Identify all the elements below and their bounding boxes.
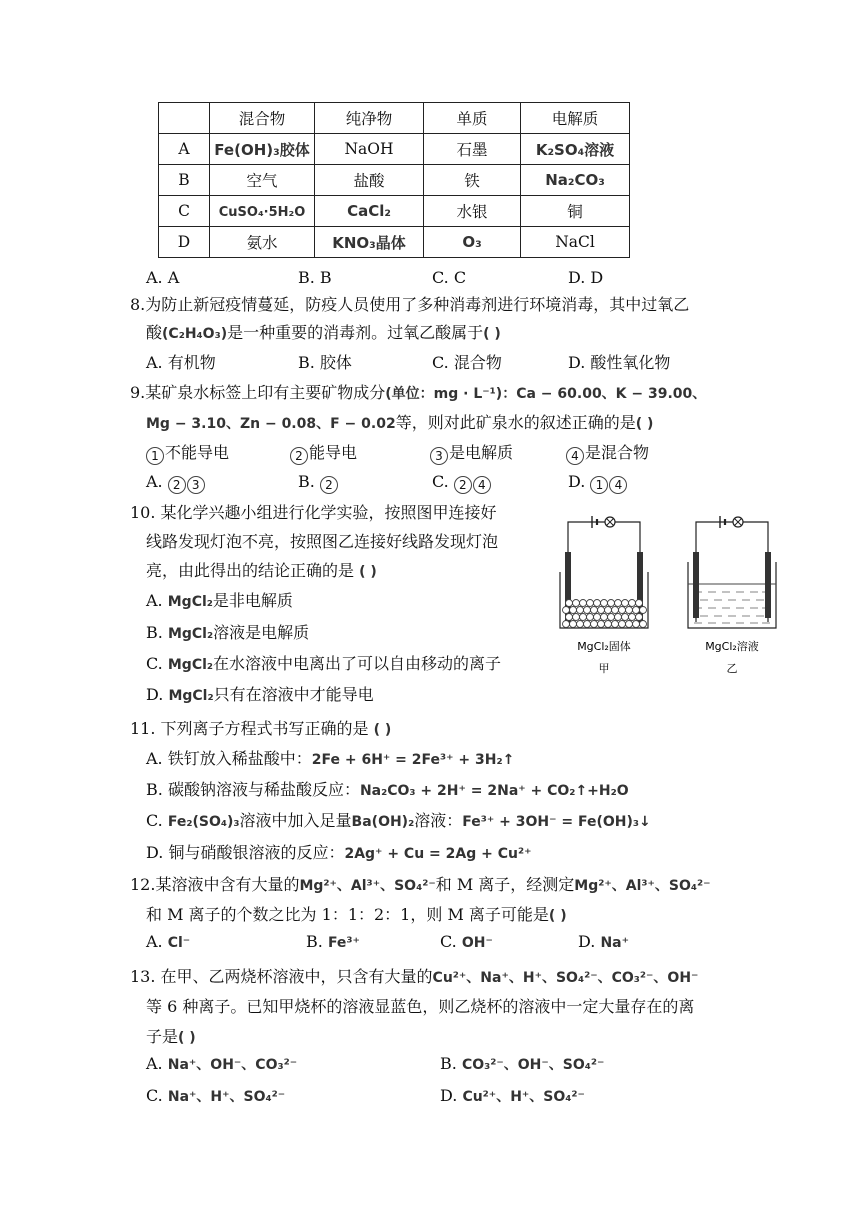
q11-stem: 11. 下列离子方程式书写正确的是 ( ) [130, 719, 392, 738]
table-cell: CaCl₂ [315, 196, 424, 227]
q7-option-a: A. A [146, 268, 180, 287]
row-label: A [159, 134, 210, 165]
table-cell: 盐酸 [315, 165, 424, 196]
q11-answer-blank: ( ) [373, 722, 392, 738]
fig-a-label: MgCl₂固体 [577, 640, 631, 653]
q9-option-d: D. 1 4 [568, 472, 628, 494]
q12-ions-1: Mg²⁺、Al³⁺、SO₄²⁻ [299, 878, 436, 894]
q12-option-b: B. Fe³⁺ [306, 932, 360, 951]
q9-answer-blank: ( ) [635, 416, 654, 432]
q10-line3: 亮，由此得出的结论正确的是 ( ) [146, 561, 377, 580]
q12-option-d: D. Na⁺ [578, 932, 629, 951]
q10-option-b: B. MgCl₂溶液是电解质 [146, 623, 310, 642]
q8-line2: 酸(C₂H₄O₃)是一种重要的消毒剂。过氧乙酸属于( ) [146, 323, 501, 342]
q10-line2: 线路发现灯泡不亮，按照图乙连接好线路发现灯泡 [146, 532, 499, 551]
q12-line1: 12.某溶液中含有大量的Mg²⁺、Al³⁺、SO₄²⁻和 M 离子，经测定Mg²⁺、Al³⁺、SO₄²⁻ [130, 875, 711, 894]
q12-option-c: C. OH⁻ [440, 932, 493, 951]
table-cell: 空气 [210, 165, 315, 196]
q8-line1: 8.为防止新冠疫情蔓延，防疫人员使用了多种消毒剂进行环境消毒，其中过氧乙 [130, 295, 690, 314]
q11-option-a: A. 铁钉放入稀盐酸中：2Fe + 6H⁺ = 2Fe³⁺ + 3H₂↑ [146, 749, 515, 768]
q10-option-c: C. MgCl₂在水溶液中电离出了可以自由移动的离子 [146, 654, 502, 673]
q9-stmt-4: 4 是混合物 [566, 440, 649, 465]
q8-option-b: B. 胶体 [298, 353, 352, 372]
q12-answer-blank: ( ) [548, 908, 567, 924]
table-cell: 铜 [521, 196, 630, 227]
table-header: 单质 [424, 103, 521, 134]
table-cell: CuSO₄·5H₂O [210, 196, 315, 227]
table-header: 电解质 [521, 103, 630, 134]
q7-option-d: D. D [568, 268, 604, 287]
table-cell: O₃ [424, 227, 521, 258]
row-label: B [159, 165, 210, 196]
q9-stmt-2: 2 能导电 [290, 440, 357, 465]
q9-stmt-1: 1 不能导电 [146, 440, 229, 465]
q9-line1: 9.某矿泉水标签上印有主要矿物成分(单位：mg · L⁻¹)：Ca − 60.00、K − 39.00、 [130, 383, 707, 402]
q8-formula: (C₂H₄O₃) [162, 326, 228, 342]
table-row [159, 165, 630, 196]
row-label: C [159, 196, 210, 227]
q7-option-b: B. B [298, 268, 332, 287]
q10-line1: 10. 某化学兴趣小组进行化学实验，按照图甲连接好 [130, 503, 497, 522]
q10-option-a: A. MgCl₂是非电解质 [146, 591, 293, 610]
row-label: D [159, 227, 210, 258]
table-cell: 水银 [424, 196, 521, 227]
q9-elements: Mg − 3.10、Zn − 0.08、F − 0.02 [146, 416, 396, 432]
q11-option-d: D. 铜与硝酸银溶液的反应：2Ag⁺ + Cu = 2Ag + Cu²⁺ [146, 843, 532, 862]
q9-stmt-3: 3 是电解质 [430, 440, 513, 465]
q13-option-a: A. Na⁺、OH⁻、CO₃²⁻ [146, 1054, 298, 1073]
q9-option-c: C. 2 4 [432, 472, 492, 494]
table-header: 纯净物 [315, 103, 424, 134]
q7-option-c: C. C [432, 268, 467, 287]
q12-line2: 和 M 离子的个数之比为 1：1：2：1，则 M 离子可能是( ) [146, 905, 567, 924]
table-header: 混合物 [210, 103, 315, 134]
q9-option-a: A. 2 3 [146, 472, 206, 494]
fig-b-name: 乙 [726, 662, 738, 675]
fig-b-label: MgCl₂溶液 [705, 640, 759, 653]
table-row [159, 103, 630, 134]
q13-option-c: C. Na⁺、H⁺、SO₄²⁻ [146, 1086, 286, 1105]
q8-option-a: A. 有机物 [146, 353, 216, 372]
table-header [159, 103, 210, 134]
q8-option-c: C. 混合物 [432, 353, 502, 372]
q9-unit: (单位：mg · L⁻¹)：Ca − 60.00、K − 39.00、 [385, 386, 707, 402]
circuit-figure-a [560, 516, 648, 628]
table-cell: NaOH [315, 134, 424, 165]
q7-table [158, 102, 630, 258]
q10-answer-blank: ( ) [359, 564, 377, 580]
q8-answer-blank: ( ) [483, 326, 501, 342]
table-row [159, 227, 630, 258]
q13-line3: 子是( ) [146, 1027, 196, 1046]
q10-figure [548, 512, 788, 682]
table-row [159, 134, 630, 165]
q13-answer-blank: ( ) [178, 1030, 196, 1046]
q9-line2: Mg − 3.10、Zn − 0.08、F − 0.02等，则对此矿泉水的叙述正确的是( ) [146, 413, 654, 432]
circuit-figure-b [688, 516, 776, 628]
q9-option-b: B. 2 [298, 472, 339, 494]
table-cell: Fe(OH)₃胶体 [210, 134, 315, 165]
fig-a-name: 甲 [598, 662, 610, 675]
q13-ions: Cu²⁺、Na⁺、H⁺、SO₄²⁻、CO₃²⁻、OH⁻ [432, 970, 699, 986]
q10-option-d: D. MgCl₂只有在溶液中才能导电 [146, 685, 374, 704]
table-cell: Na₂CO₃ [521, 165, 630, 196]
table-cell: KNO₃晶体 [315, 227, 424, 258]
table-cell: NaCl [521, 227, 630, 258]
q12-ions-2: Mg²⁺、Al³⁺、SO₄²⁻ [574, 878, 711, 894]
table-row [159, 196, 630, 227]
q13-option-b: B. CO₃²⁻、OH⁻、SO₄²⁻ [440, 1054, 605, 1073]
q13-option-d: D. Cu²⁺、H⁺、SO₄²⁻ [440, 1086, 585, 1105]
table-cell: 石墨 [424, 134, 521, 165]
table-cell: 铁 [424, 165, 521, 196]
q12-option-a: A. Cl⁻ [146, 932, 191, 951]
q8-option-d: D. 酸性氧化物 [568, 353, 671, 372]
table-cell: K₂SO₄溶液 [521, 134, 630, 165]
q11-option-c: C. Fe₂(SO₄)₃溶液中加入足量Ba(OH)₂溶液：Fe³⁺ + 3OH⁻ = Fe(OH)₃↓ [146, 811, 651, 830]
q13-line2: 等 6 种离子。已知甲烧杯的溶液显蓝色，则乙烧杯的溶液中一定大量存在的离 [146, 997, 695, 1016]
q11-option-b: B. 碳酸钠溶液与稀盐酸反应：Na₂CO₃ + 2H⁺ = 2Na⁺ + CO₂↑+H₂O [146, 780, 629, 799]
table-cell: 氨水 [210, 227, 315, 258]
q13-line1: 13. 在甲、乙两烧杯溶液中，只含有大量的Cu²⁺、Na⁺、H⁺、SO₄²⁻、CO₃²⁻、OH⁻ [130, 967, 699, 986]
